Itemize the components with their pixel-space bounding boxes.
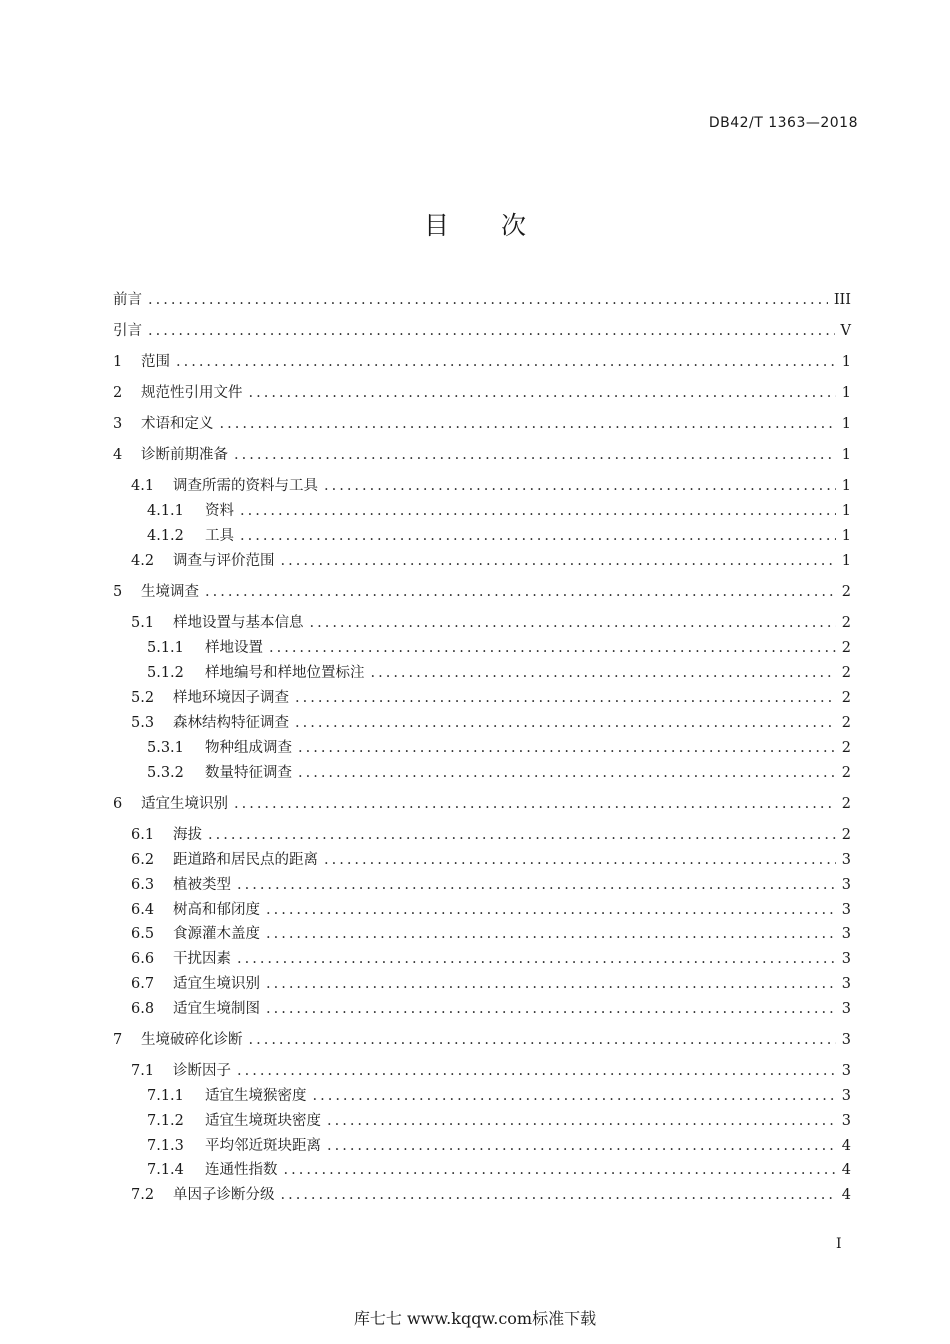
toc-entry-number: 7.1.2 <box>147 1113 184 1129</box>
document-code: DB42/T 1363—2018 <box>708 115 858 131</box>
toc-leader-dots <box>295 690 836 706</box>
toc-entry-page: 3 <box>841 852 851 868</box>
toc-entry-title: 食源灌木盖度 <box>173 926 260 942</box>
toc-entry-number: 5.1.2 <box>147 665 184 681</box>
toc-entry-page: 2 <box>841 640 851 656</box>
toc-entry[interactable] <box>113 1109 851 1130</box>
toc-entry-number: 4 <box>113 447 123 463</box>
toc-entry-page: 1 <box>841 553 851 569</box>
toc-entry-title: 诊断因子 <box>173 1063 231 1079</box>
toc-entry-title: 样地环境因子调查 <box>173 690 289 706</box>
toc-entry-number: 2 <box>113 385 123 401</box>
toc-entry-number: 3 <box>113 416 123 432</box>
toc-entry[interactable] <box>113 1183 851 1204</box>
toc-entry-number: 1 <box>113 354 123 370</box>
toc-entry[interactable] <box>113 736 851 757</box>
toc-entry-title: 调查与评价范围 <box>173 553 275 569</box>
toc-entry[interactable] <box>113 711 851 732</box>
toc-entry-page: 4 <box>841 1162 851 1178</box>
toc-entry[interactable] <box>113 580 851 601</box>
toc-leader-dots <box>208 827 836 843</box>
toc-entry-number: 7.2 <box>131 1187 155 1203</box>
toc-entry-page: 2 <box>841 584 851 600</box>
toc-entry-page: 1 <box>841 385 851 401</box>
toc-entry[interactable] <box>113 288 851 309</box>
toc-leader-dots <box>266 902 836 918</box>
toc-entry-title: 引言 <box>113 323 142 339</box>
toc-entry-number: 7.1.3 <box>147 1138 184 1154</box>
toc-entry[interactable] <box>113 761 851 782</box>
toc-entry-page: 2 <box>841 665 851 681</box>
toc-leader-dots <box>205 584 836 600</box>
toc-entry-page: 3 <box>841 951 851 967</box>
toc-entry-title: 树高和郁闭度 <box>173 902 260 918</box>
toc-leader-dots <box>240 528 836 544</box>
toc-leader-dots <box>237 877 836 893</box>
toc-entry-title: 距道路和居民点的距离 <box>173 852 318 868</box>
toc-leader-dots <box>298 765 836 781</box>
toc-entry-page: 3 <box>841 877 851 893</box>
toc-entry-title: 适宜生境制图 <box>173 1001 260 1017</box>
toc-entry[interactable] <box>113 1028 851 1049</box>
toc-entry-page: 3 <box>841 1063 851 1079</box>
toc-entry-page: 1 <box>841 354 851 370</box>
toc-leader-dots <box>266 926 836 942</box>
toc-entry-number: 6.1 <box>131 827 155 843</box>
toc-entry-page: 4 <box>841 1138 851 1154</box>
toc-entry-title: 适宜生境识别 <box>173 976 260 992</box>
toc-entry-number: 7.1.4 <box>147 1162 184 1178</box>
toc-entry-title: 工具 <box>205 528 234 544</box>
watermark-text: 库七七 www.kqqw.com标准下载 <box>353 1309 597 1328</box>
toc-entry-number: 4.1 <box>131 478 155 494</box>
toc-entry-page: 1 <box>841 478 851 494</box>
page-number: I <box>836 1236 842 1252</box>
toc-entry-number: 4.1.2 <box>147 528 184 544</box>
toc-entry-title: 样地编号和样地位置标注 <box>205 665 365 681</box>
toc-entry[interactable] <box>113 636 851 657</box>
toc-entry[interactable] <box>113 686 851 707</box>
toc-leader-dots <box>249 385 836 401</box>
toc-leader-dots <box>324 478 836 494</box>
toc-leader-dots <box>310 615 836 631</box>
toc-leader-dots <box>281 1187 836 1203</box>
toc-entry-page: 3 <box>841 1088 851 1104</box>
toc-entry-number: 6.3 <box>131 877 155 893</box>
toc-entry-number: 5.2 <box>131 690 155 706</box>
toc-entry-number: 6.4 <box>131 902 155 918</box>
toc-entry[interactable] <box>113 873 851 894</box>
toc-leader-dots <box>249 1032 836 1048</box>
toc-leader-dots <box>281 553 836 569</box>
toc-entry-number: 7.1 <box>131 1063 155 1079</box>
toc-entry-page: 1 <box>841 416 851 432</box>
toc-leader-dots <box>220 416 836 432</box>
toc-entry-number: 4.2 <box>131 553 155 569</box>
toc-entry[interactable] <box>113 997 851 1018</box>
toc-entry[interactable] <box>113 381 851 402</box>
toc-entry-number: 6 <box>113 796 123 812</box>
toc-entry-page: 4 <box>841 1187 851 1203</box>
toc-entry-page: 1 <box>841 528 851 544</box>
toc-entry-page: 2 <box>841 615 851 631</box>
toc-leader-dots <box>327 1113 836 1129</box>
toc-entry-page: 3 <box>841 1113 851 1129</box>
toc-entry-number: 5.3.2 <box>147 765 184 781</box>
toc-entry-page: III <box>833 292 851 308</box>
toc-entry-page: 2 <box>841 715 851 731</box>
toc-entry-title: 干扰因素 <box>173 951 231 967</box>
toc-entry-title: 海拔 <box>173 827 202 843</box>
toc-entry-number: 6.6 <box>131 951 155 967</box>
toc-entry-title: 样地设置与基本信息 <box>173 615 304 631</box>
toc-entry-page: 2 <box>841 765 851 781</box>
toc-entry-number: 5 <box>113 584 123 600</box>
toc-entry-title: 资料 <box>205 503 234 519</box>
toc-leader-dots <box>176 354 836 370</box>
toc-entry-title: 规范性引用文件 <box>141 385 243 401</box>
toc-leader-dots <box>237 951 836 967</box>
toc-entry-page: 3 <box>841 926 851 942</box>
toc-leader-dots <box>298 740 836 756</box>
toc-entry[interactable] <box>113 474 851 495</box>
toc-entry-title: 单因子诊断分级 <box>173 1187 275 1203</box>
toc-entry-page: 3 <box>841 902 851 918</box>
toc-leader-dots <box>324 852 836 868</box>
toc-entry-title: 森林结构特征调查 <box>173 715 289 731</box>
toc-entry[interactable] <box>113 549 851 570</box>
toc-entry-page: 2 <box>841 796 851 812</box>
toc-entry-title: 适宜生境斑块密度 <box>205 1113 321 1129</box>
toc-entry-number: 5.3.1 <box>147 740 184 756</box>
toc-leader-dots <box>237 1063 836 1079</box>
toc-leader-dots <box>266 1001 836 1017</box>
toc-entry-number: 7 <box>113 1032 123 1048</box>
toc-entry-page: 3 <box>841 976 851 992</box>
toc-entry-title: 范围 <box>141 354 170 370</box>
toc-leader-dots <box>266 976 836 992</box>
toc-entry-page: 3 <box>841 1001 851 1017</box>
toc-leader-dots <box>240 503 836 519</box>
toc-entry[interactable] <box>113 319 851 340</box>
toc-leader-dots <box>295 715 836 731</box>
toc-entry-title: 物种组成调查 <box>205 740 292 756</box>
toc-entry-page: V <box>840 323 851 339</box>
toc-leader-dots <box>313 1088 836 1104</box>
toc-entry-page: 2 <box>841 827 851 843</box>
toc-entry[interactable] <box>113 922 851 943</box>
toc-entry-title: 生境破碎化诊断 <box>141 1032 243 1048</box>
toc-entry[interactable] <box>113 972 851 993</box>
toc-entry-title: 调查所需的资料与工具 <box>173 478 318 494</box>
toc-entry-title: 生境调查 <box>141 584 199 600</box>
toc-leader-dots <box>284 1162 836 1178</box>
toc-entry-page: 2 <box>841 690 851 706</box>
toc-entry[interactable] <box>113 443 851 464</box>
toc-entry[interactable] <box>113 524 851 545</box>
toc-entry[interactable] <box>113 350 851 371</box>
toc-entry-page: 2 <box>841 740 851 756</box>
toc-entry-number: 6.5 <box>131 926 155 942</box>
toc-entry-title: 适宜生境识别 <box>141 796 228 812</box>
toc-entry[interactable] <box>113 661 851 682</box>
toc-entry-title: 样地设置 <box>205 640 263 656</box>
toc-entry-page: 3 <box>841 1032 851 1048</box>
toc-leader-dots <box>148 292 828 308</box>
toc-entry-number: 7.1.1 <box>147 1088 184 1104</box>
toc-entry[interactable] <box>113 611 851 632</box>
toc-leader-dots <box>148 323 835 339</box>
toc-entry[interactable] <box>113 947 851 968</box>
toc-entry-number: 6.2 <box>131 852 155 868</box>
toc-entry[interactable] <box>113 499 851 520</box>
toc-entry-number: 5.1 <box>131 615 155 631</box>
toc-entry-page: 1 <box>841 503 851 519</box>
toc-entry[interactable] <box>113 792 851 813</box>
toc-entry[interactable] <box>113 412 851 433</box>
toc-entry-title: 术语和定义 <box>141 416 214 432</box>
toc-entry-title: 植被类型 <box>173 877 231 893</box>
toc-entry-number: 5.3 <box>131 715 155 731</box>
toc-entry[interactable] <box>113 1084 851 1105</box>
toc-entry-title: 诊断前期准备 <box>141 447 228 463</box>
toc-entry-number: 4.1.1 <box>147 503 184 519</box>
toc-entry-page: 1 <box>841 447 851 463</box>
toc-entry-title: 平均邻近斑块距离 <box>205 1138 321 1154</box>
toc-entry[interactable] <box>113 1059 851 1080</box>
toc-leader-dots <box>234 796 836 812</box>
toc-entry[interactable] <box>113 1158 851 1179</box>
toc-entry-number: 6.8 <box>131 1001 155 1017</box>
toc-entry-title: 前言 <box>113 292 142 308</box>
toc-entry-number: 6.7 <box>131 976 155 992</box>
toc-leader-dots <box>234 447 836 463</box>
toc-entry-title: 适宜生境猴密度 <box>205 1088 307 1104</box>
toc-entry-title: 数量特征调查 <box>205 765 292 781</box>
toc-leader-dots <box>327 1138 836 1154</box>
toc-entry[interactable] <box>113 898 851 919</box>
toc-entry[interactable] <box>113 823 851 844</box>
toc-entry-number: 5.1.1 <box>147 640 184 656</box>
page-title: 目 次 <box>424 211 548 240</box>
toc-entry[interactable] <box>113 848 851 869</box>
toc-leader-dots <box>269 640 836 656</box>
toc-entry-title: 连通性指数 <box>205 1162 278 1178</box>
toc-leader-dots <box>371 665 836 681</box>
toc-entry[interactable] <box>113 1134 851 1155</box>
